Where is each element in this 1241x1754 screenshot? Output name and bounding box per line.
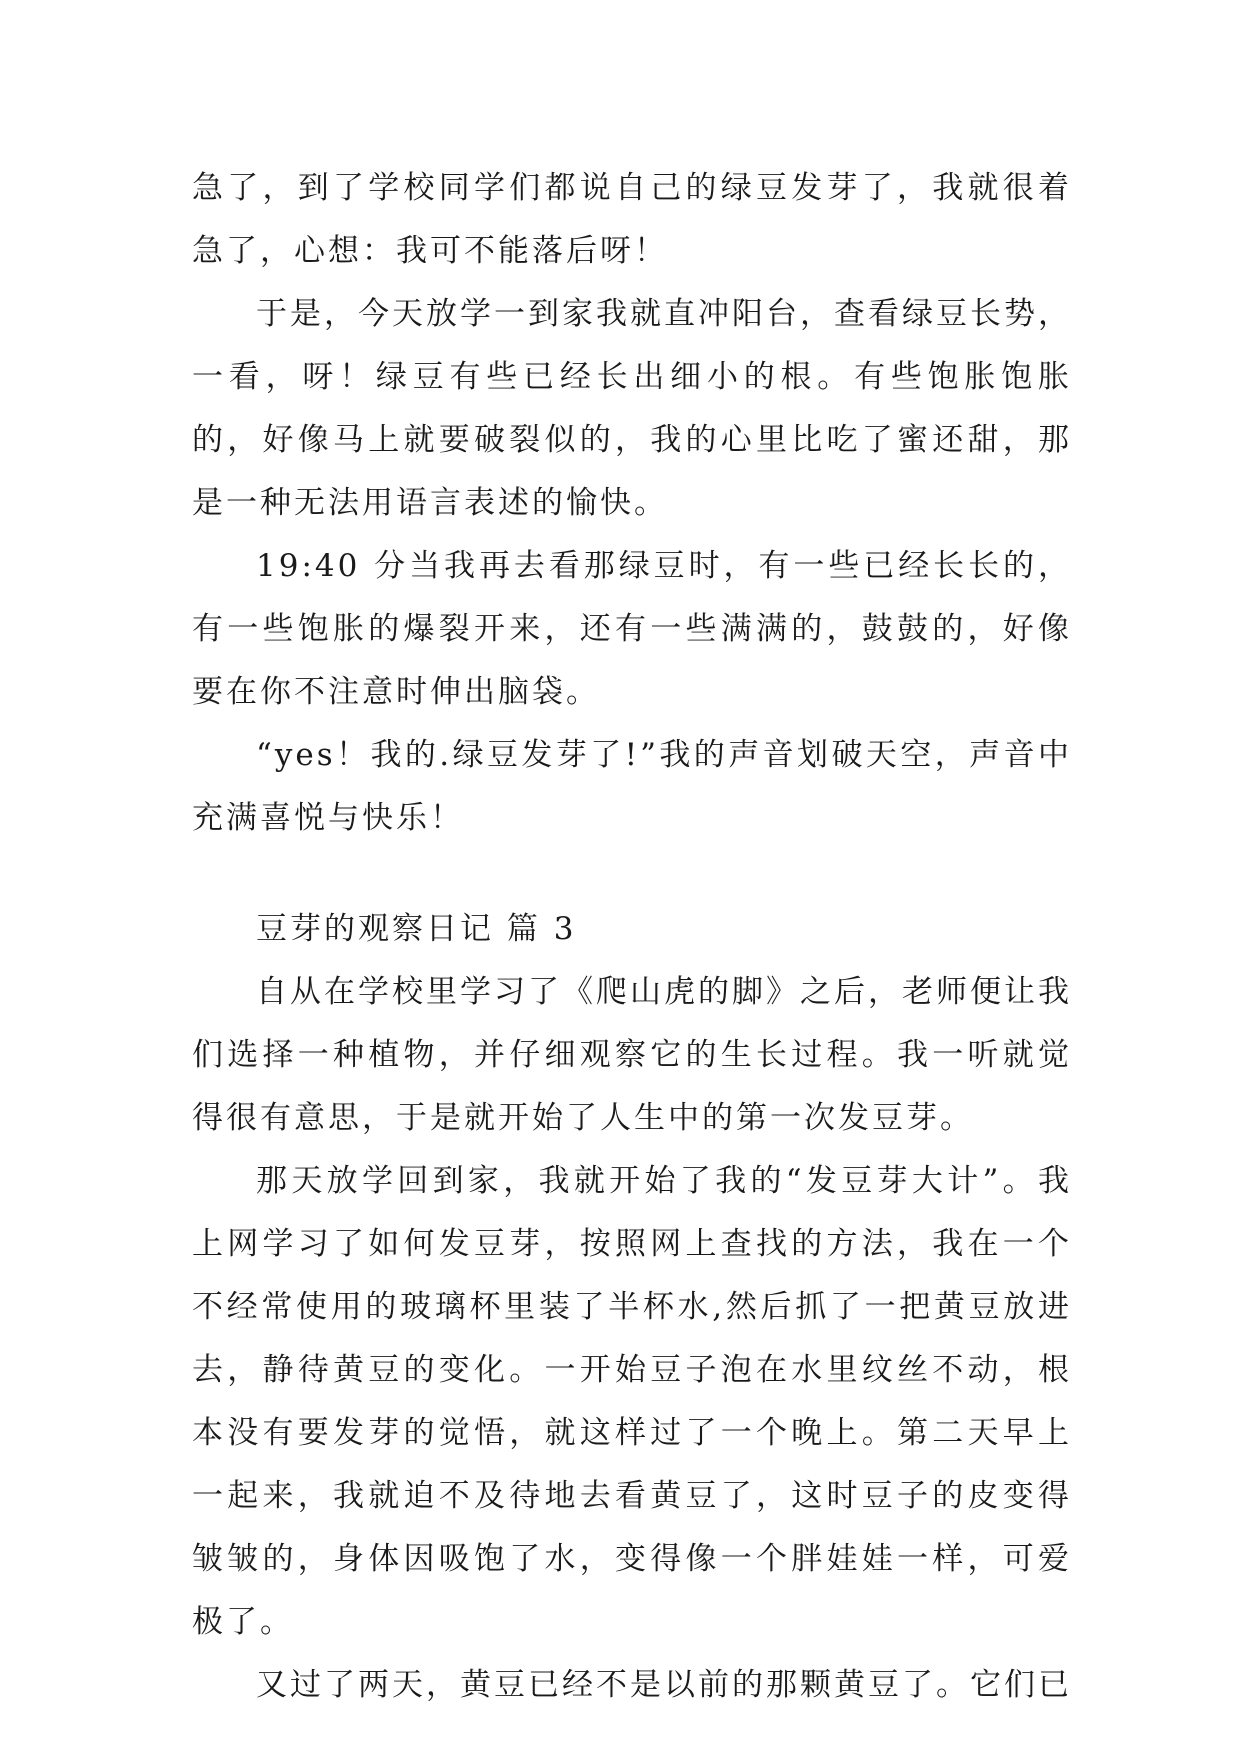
paragraph-yes: “yes！我的.绿豆发芽了!”我的声音划破天空，声音中充满喜悦与快乐！: [192, 737, 1072, 836]
paragraph-balcony: 于是，今天放学一到家我就直冲阳台，查看绿豆长势，一看，呀！绿豆有些已经长出细小的根。有些饱胀饱胀的，好像马上就要破裂似的，我的心里比吃了蜜还甜，那是一种无法用语言表述的愉快。: [192, 296, 1072, 521]
section-gap: [192, 850, 1072, 898]
paragraph-1940: 19:40 分当我再去看那绿豆时，有一些已经长长的，有一些饱胀的爆裂开来，还有一些满满的，鼓鼓的，好像要在你不注意时伸出脑袋。: [192, 548, 1072, 710]
paragraph-intro: 自从在学校里学习了《爬山虎的脚》之后，老师便让我们选择一种植物，并仔细观察它的生长过程。我一听就觉得很有意思，于是就开始了人生中的第一次发豆芽。: [192, 974, 1072, 1136]
paragraph-two-days: 又过了两天，黄豆已经不是以前的那颗黄豆了。它们已: [256, 1667, 1072, 1703]
paragraph-continued: 急了，到了学校同学们都说自己的绿豆发芽了，我就很着急了，心想：我可不能落后呀！: [192, 170, 1072, 269]
document-body: [192, 157, 1072, 1717]
paragraph-plan: 那天放学回到家，我就开始了我的“发豆芽大计”。我上网学习了如何发豆芽，按照网上查找的方法，我在一个不经常使用的玻璃杯里装了半杯水,然后抓了一把黄豆放进去，静待黄豆的变化。一开始豆子泡在水里纹丝不动，根本没有要发芽的觉悟，就这样过了一个晚上。第二天早上一起来，我就迫不及待地去看黄豆了，这时豆子的皮变得皱皱的，身体因吸饱了水，变得像一个胖娃娃一样，可爱极了。: [192, 1163, 1072, 1640]
section-title: 豆芽的观察日记 篇 3: [256, 911, 577, 947]
